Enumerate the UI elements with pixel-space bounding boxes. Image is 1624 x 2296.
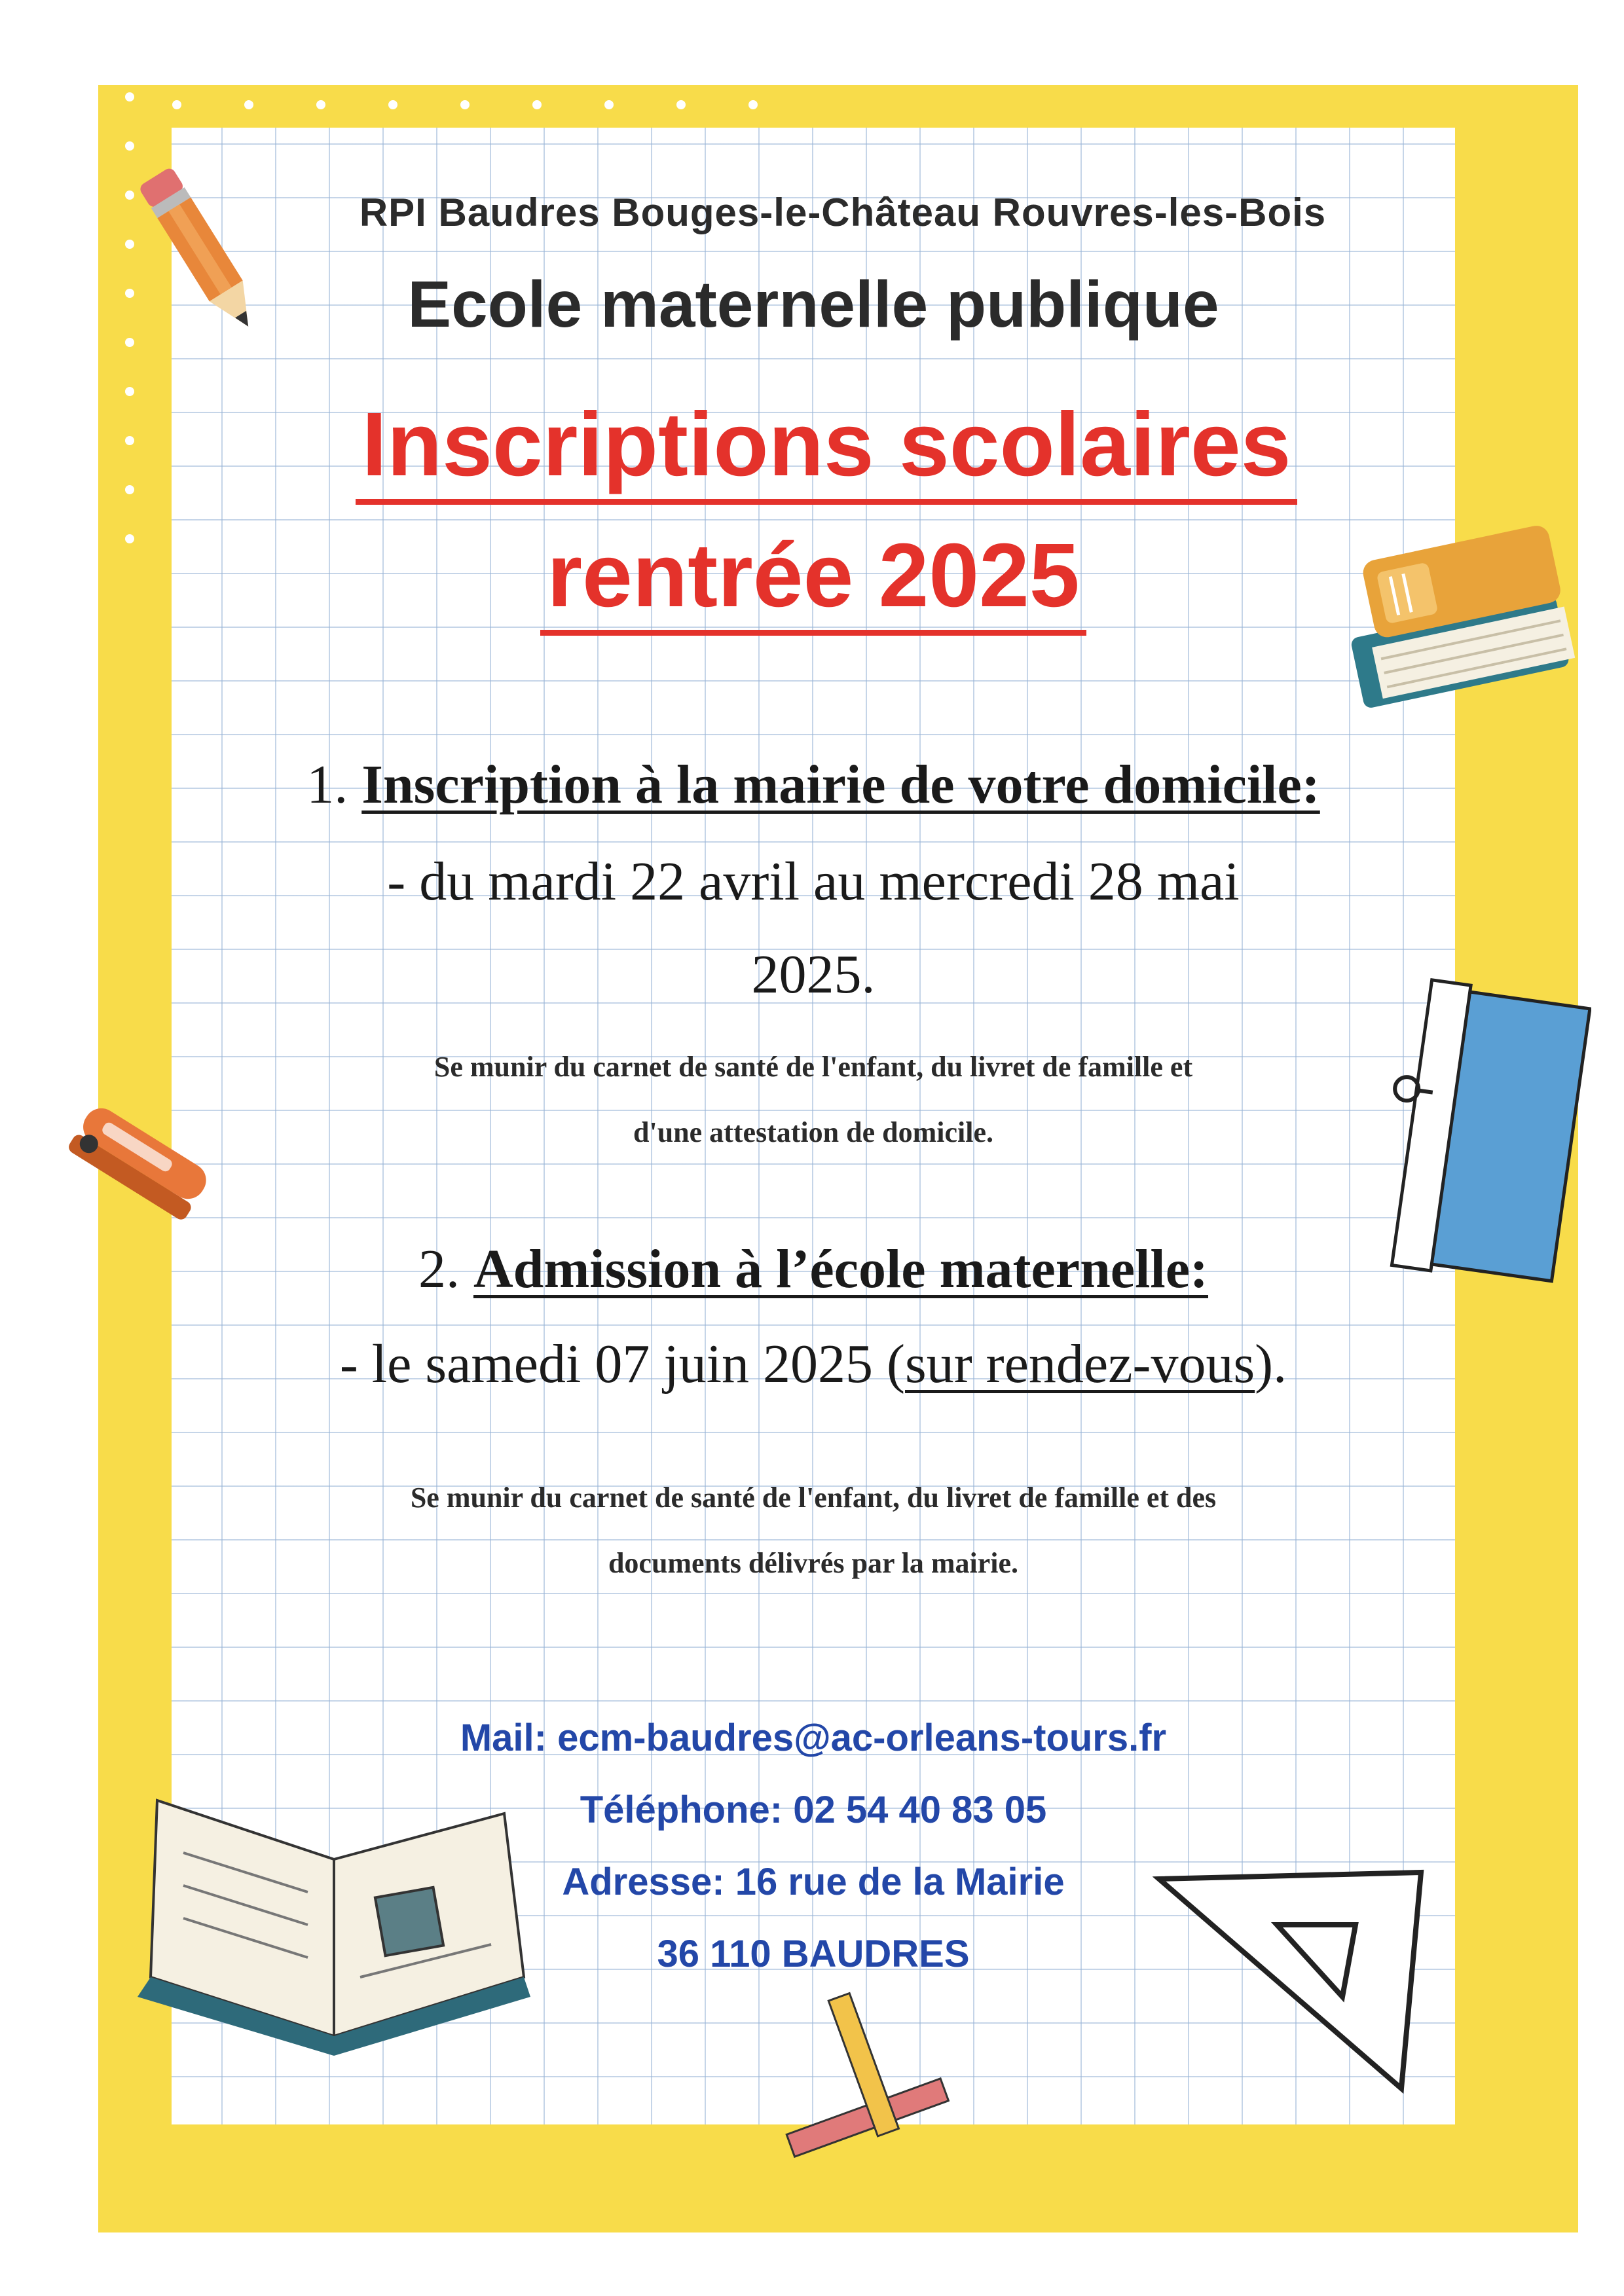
- contact-block: [172, 1702, 1455, 1990]
- step-2-title: Admission à l’école maternelle:: [473, 1239, 1209, 1300]
- step-2-note-line-2: documents délivrés par la mairie.: [608, 1547, 1019, 1579]
- step-2-note: [172, 1465, 1455, 1596]
- step-2-heading: [172, 1237, 1455, 1301]
- step-1-title: Inscription à la mairie de votre domicile:: [361, 754, 1320, 815]
- step-2-date-suffix: ).: [1255, 1334, 1287, 1394]
- step-1-note-line-2: d'une attestation de domicile.: [633, 1116, 993, 1148]
- step-1-dates: - du mardi 22 avril au mercredi 28 mai: [387, 851, 1240, 912]
- step-1-note-line-1: Se munir du carnet de santé de l'enfant, du livret de famille et: [434, 1051, 1193, 1083]
- step-2-date: [172, 1332, 1455, 1396]
- step-2-note-line-1: Se munir du carnet de santé de l'enfant, du livret de famille et des: [410, 1482, 1217, 1514]
- contact-phone: Téléphone: 02 54 40 83 05: [580, 1789, 1047, 1831]
- title-line-1: [185, 393, 1468, 497]
- school-name: Ecole maternelle publique: [407, 268, 1219, 341]
- decorative-dots-top: [98, 92, 819, 118]
- step-1-note: [172, 1034, 1455, 1165]
- title-line-2-text: rentrée 2025: [540, 525, 1086, 636]
- step-2-appointment: sur rendez-vous: [905, 1334, 1255, 1394]
- rpi-header: RPI Baudres Bouges-le-Château Rouvres-les-Bois: [359, 191, 1327, 234]
- title-line-1-text: Inscriptions scolaires: [356, 394, 1298, 505]
- step-1-year: 2025.: [751, 944, 876, 1005]
- ruler-icon: [760, 1984, 950, 2180]
- step-1-number: 1.: [306, 754, 348, 815]
- contact-address: Adresse: 16 rue de la Mairie: [562, 1861, 1065, 1903]
- contact-city: 36 110 BAUDRES: [657, 1933, 970, 1975]
- step-2-number: 2.: [418, 1239, 460, 1300]
- contact-mail: Mail: ecm-baudres@ac-orleans-tours.fr: [460, 1717, 1167, 1759]
- title-line-2: [172, 524, 1455, 628]
- step-2-date-prefix: - le samedi 07 juin 2025 (: [339, 1334, 906, 1394]
- step-1-heading: [172, 753, 1455, 816]
